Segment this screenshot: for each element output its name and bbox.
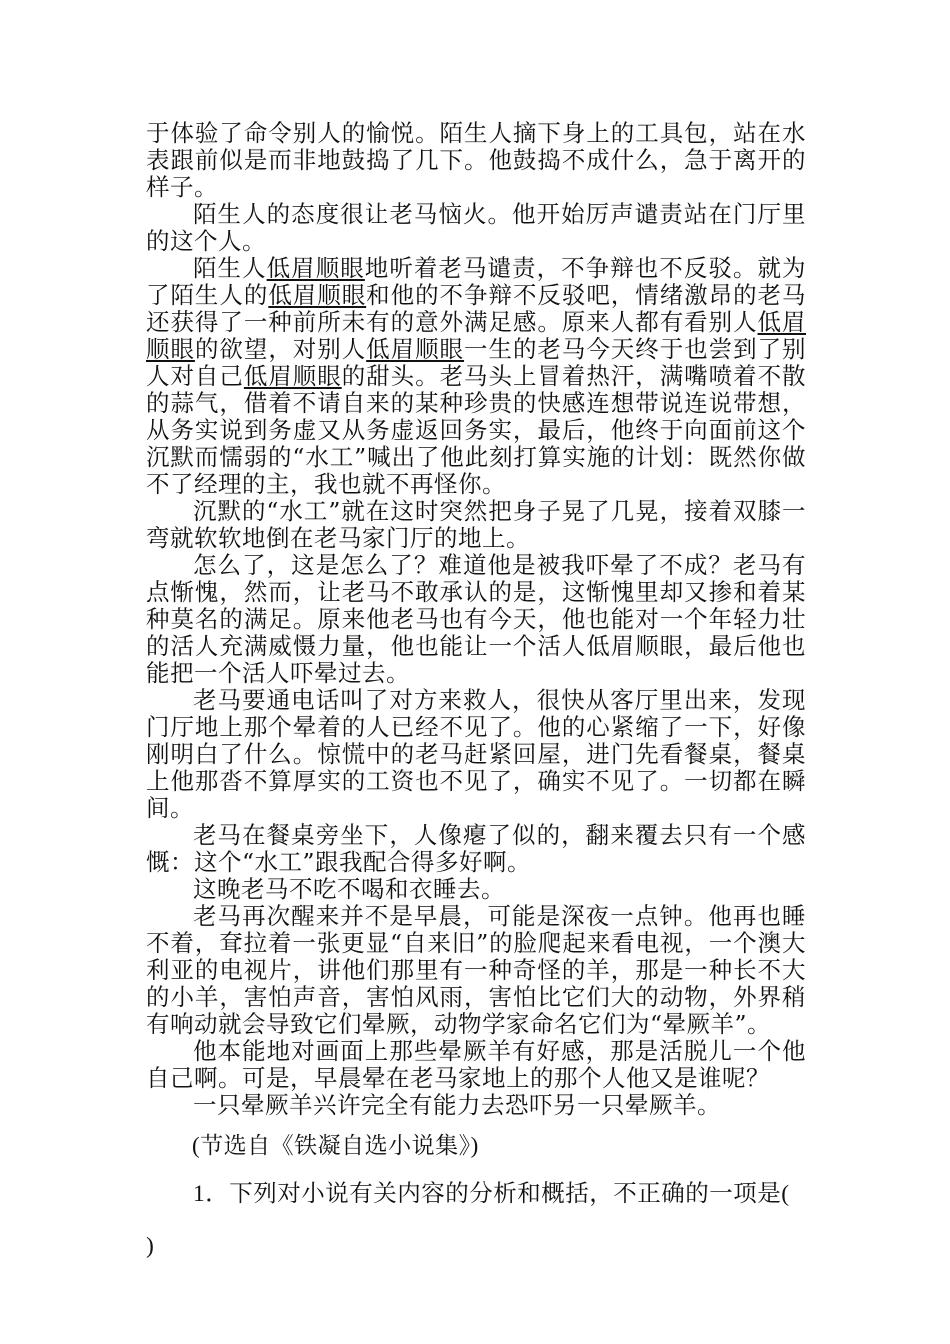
story-text <box>146 120 806 1119</box>
underlined-phrase: 低眉顺眼 <box>366 335 465 363</box>
document-page <box>146 120 806 1261</box>
question-1: 1．下列对小说有关内容的分析和概括，不正确的一项是( <box>193 1181 790 1207</box>
paragraph <box>146 822 806 876</box>
source-citation: (节选自《铁凝自选小说集》) <box>192 1133 479 1158</box>
paragraph <box>146 1092 806 1119</box>
text-segment: 沉默的“水工”就在这时突然把身子晃了几晃，接着双膝一弯就软软地倒在老马家门厅的地上。 <box>146 497 806 552</box>
paragraph <box>146 552 806 687</box>
question-1-closing-paren: ) <box>146 1233 155 1259</box>
text-segment: 陌生人 <box>193 254 267 282</box>
paragraph <box>146 876 806 903</box>
paragraph <box>146 255 806 498</box>
paragraph <box>146 903 806 1038</box>
text-segment: 陌生人的态度很让老马恼火。他开始厉声谴责站在门厅里的这个人。 <box>146 200 806 255</box>
text-segment: 怎么了，这是怎么了？难道他是被我吓晕了不成？老马有点惭愧，然而，让老马不敢承认的是，这惭愧里却又掺和着某种莫名的满足。原来他老马也有今天，他也能对一个年轻力壮的活人充满威慑力量，他也能让一个活人低眉顺眼，最后他也能把一个活人吓晕过去。 <box>146 551 806 687</box>
text-segment: 的欲望，对别人 <box>194 335 367 363</box>
text-segment: 和他的不争辩不反驳吧，情绪激昂的老马还获得了一种前所未有的意外满足感。原来人都有看别人 <box>146 281 807 336</box>
paragraph <box>146 1038 806 1092</box>
text-segment: 的甜头。老马头上冒着热汗，满嘴喷着不散的蒜气，借着不请自来的某种珍贵的快感连想带说连说带想，从务实说到务虚又从务虚返回务实，最后，他终于向面前这个沉默而懦弱的“水工”喊出了他此刻打算实施的计划：既然你做不了经理的主，我也就不再怪你。 <box>146 362 807 498</box>
paragraph <box>146 687 806 822</box>
paragraph <box>146 120 806 201</box>
text-segment: 于体验了命令别人的愉悦。陌生人摘下身上的工具包，站在水表跟前似是而非地鼓捣了几下。他鼓捣不成什么，急于离开的样子。 <box>146 119 806 201</box>
text-segment: 地听着老马谴责，不争辩也不反驳。就为了陌生人的 <box>146 254 807 309</box>
text-segment: 他本能地对画面上那些晕厥羊有好感，那是活脱儿一个他自己啊。可是，早晨晕在老马家地上的那个人他又是谁呢？ <box>146 1037 806 1092</box>
paragraph <box>146 498 806 552</box>
text-segment: 老马要通电话叫了对方来救人，很快从客厅里出来，发现门厅地上那个晕着的人已经不见了。他的心紧缩了一下，好像刚明白了什么。惊慌中的老马赶紧回屋，进门先看餐桌，餐桌上他那沓不算厚实的工资也不见了，确实不见了。一切都在瞬间。 <box>146 686 806 822</box>
underlined-phrase: 低眉顺眼 <box>146 308 807 363</box>
text-segment: 老马再次醒来并不是早晨，可能是深夜一点钟。他再也睡不着，耷拉着一张更显“自来旧”的脸爬起来看电视，一个澳大利亚的电视片，讲他们那里有一种奇怪的羊，那是一种长不大的小羊，害怕声音，害怕风雨，害怕比它们大的动物，外界稍有响动就会导致它们晕厥，动物学家命名它们为“晕厥羊”。 <box>146 902 806 1038</box>
text-segment: 这晚老马不吃不喝和衣睡去。 <box>193 875 505 903</box>
text-segment: 一只晕厥羊兴许完全有能力去恐吓另一只晕厥羊。 <box>193 1091 721 1119</box>
underlined-phrase: 低眉顺眼 <box>243 362 342 390</box>
paragraph <box>146 201 806 255</box>
text-segment: 老马在餐桌旁坐下，人像瘪了似的，翻来覆去只有一个感慨：这个“水工”跟我配合得多好啊。 <box>146 821 806 876</box>
text-segment: 一生的老马今天终于也尝到了别人对自己 <box>146 335 807 390</box>
underlined-phrase: 低眉顺眼 <box>266 254 365 282</box>
underlined-phrase: 低眉顺眼 <box>268 281 367 309</box>
